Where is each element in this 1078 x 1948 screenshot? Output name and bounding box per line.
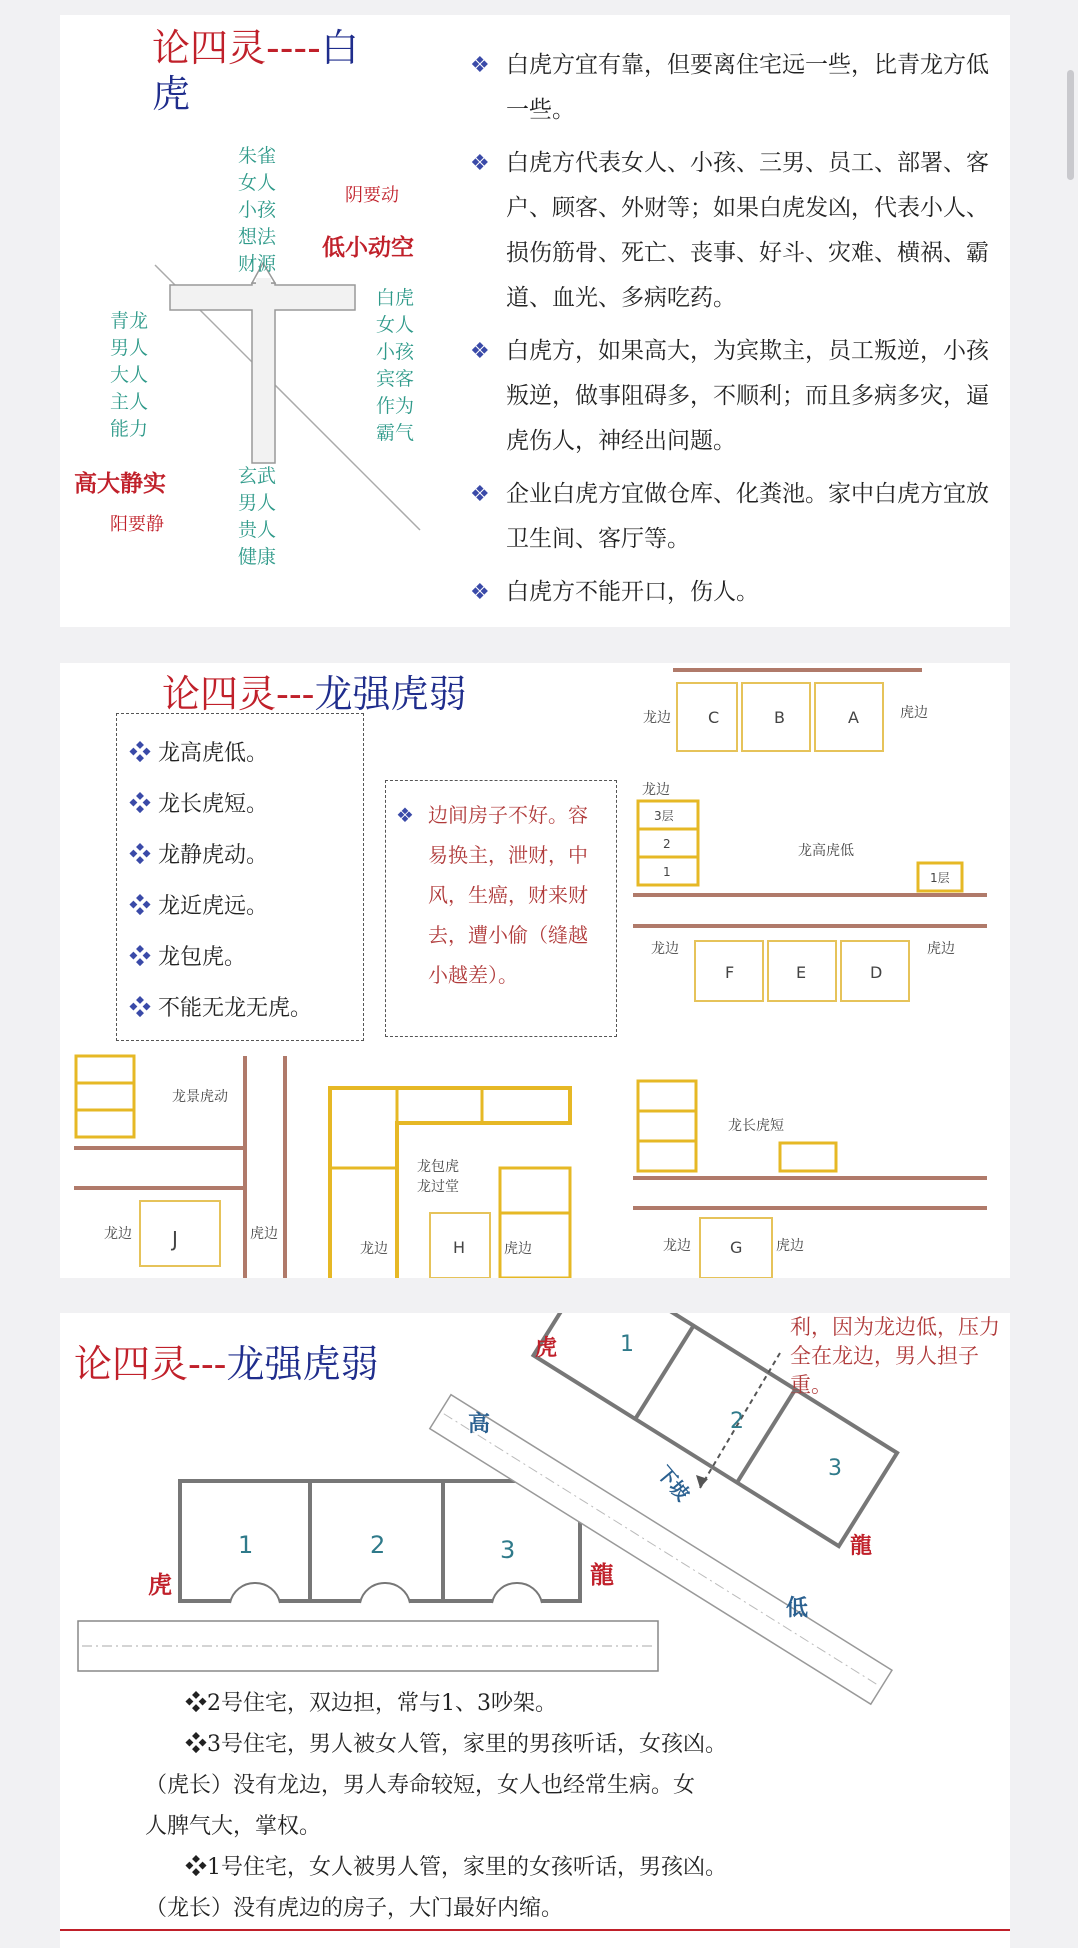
side-note: 利，因为龙边低，压力全在龙边，男人担子重。	[790, 1315, 1000, 1397]
rule-text: 龙包虎。	[158, 945, 247, 970]
low-label: 低小动空	[322, 235, 414, 261]
bullet-text: 企业白虎方宜做仓库、化粪池。家中白虎方宜放卫生间、客厅等。	[506, 481, 989, 552]
diamond-bullet-icon: ❖	[129, 843, 152, 868]
diamond-bullet-icon: ❖	[129, 741, 152, 766]
west-column	[376, 285, 414, 447]
col-item: 青龙	[110, 310, 149, 332]
dragon-label: 龍	[590, 1561, 614, 1589]
bullet-item	[470, 141, 990, 321]
col-item: 能力	[110, 418, 149, 440]
house-label: E	[796, 963, 807, 982]
house-number: 1	[620, 1332, 634, 1357]
high-label: 高大静实	[74, 471, 166, 497]
dragon-side-label: 龙边	[360, 1241, 388, 1257]
explanation-line: 人脾气大，掌权。	[145, 1814, 322, 1839]
house-label: A	[848, 708, 859, 727]
dragon-side-label: 龙边	[642, 782, 670, 798]
diamond-bullet-icon: ❖	[470, 151, 490, 176]
tiger-side-label: 虎边	[776, 1238, 804, 1254]
col-item: 男人	[110, 337, 149, 359]
rule-text: 龙高虎低。	[158, 741, 269, 766]
slide-dragon-strong-1	[60, 663, 1010, 1278]
bullet-item	[470, 43, 990, 133]
slide-dragon-strong-2	[60, 1313, 1010, 1948]
house-label: H	[453, 1238, 466, 1257]
tiger-label: 虎	[148, 1571, 172, 1599]
bullet-text: 白虎方不能开口，伤人。	[506, 579, 759, 605]
tiger-side-label: 虎边	[250, 1226, 278, 1242]
note-text: 边间房子不好。容易换主，泄财，中风，生癌，财来财去，遭小偷（缝越小越差）。	[428, 803, 588, 987]
tiger-side-label: 虎边	[900, 705, 928, 721]
col-item: 玄武	[238, 465, 277, 487]
bullet-item	[470, 329, 990, 464]
col-item: 朱雀	[238, 145, 277, 167]
title-part: 龙强虎弱	[226, 1342, 379, 1386]
title-part: 龙强虎弱	[314, 672, 467, 716]
diagram-caption: 龙高虎低	[798, 843, 854, 859]
rule-text: 不能无龙无虎。	[158, 996, 313, 1021]
title-part: 白	[320, 26, 359, 70]
high-label: 高	[468, 1412, 491, 1437]
low-label: 低	[786, 1596, 809, 1621]
col-item: 财源	[238, 253, 277, 275]
explanation-line: ❖2号住宅，双边担，常与1、3吵架。	[185, 1691, 557, 1716]
dragon-side-label: 龙边	[651, 941, 679, 957]
diamond-bullet-icon: ❖	[470, 482, 490, 507]
diamond-bullet-icon: ❖	[129, 945, 152, 970]
slide-white-tiger	[60, 15, 1010, 627]
floor-label: 1层	[930, 871, 950, 885]
col-item: 主人	[110, 391, 149, 413]
slope-label: 下坡	[652, 1462, 694, 1506]
house-number: 2	[370, 1531, 386, 1559]
title-part: 论四灵----	[152, 26, 321, 70]
house-number: 2	[730, 1409, 744, 1434]
rule-text: 龙近虎远。	[158, 894, 269, 919]
diamond-bullet-icon: ❖	[470, 339, 490, 364]
explanation-line: ❖1号住宅，女人被男人管，家里的女孩听话，男孩凶。	[185, 1855, 727, 1880]
diagram-caption: 龙过堂	[417, 1179, 459, 1195]
dragon-side-label: 龙边	[663, 1238, 691, 1254]
house-layout-diagrams	[60, 663, 1010, 1278]
col-item: 女人	[238, 172, 277, 194]
rule-text: 龙静虎动。	[158, 843, 269, 868]
floor-label: 3层	[654, 809, 674, 823]
east-column	[110, 308, 148, 443]
diagram-caption: 龙景虎动	[172, 1089, 228, 1105]
title-part: 论四灵---	[162, 672, 315, 716]
bullet-list	[470, 43, 990, 615]
explanation-lines	[145, 1683, 905, 1929]
col-item: 女人	[376, 314, 415, 336]
house-label: J	[172, 1227, 178, 1251]
diagram-caption: 龙长虎短	[728, 1118, 784, 1134]
house-label: C	[708, 708, 720, 727]
explanation-line: （龙长）没有虎边的房子，大门最好内缩。	[145, 1896, 564, 1921]
north-column	[238, 143, 276, 278]
explanation-line: ❖3号住宅，男人被女人管，家里的男孩听话，女孩凶。	[185, 1732, 727, 1757]
col-item: 小孩	[238, 199, 277, 221]
col-item: 男人	[238, 492, 277, 514]
tiger-label: 虎	[535, 1336, 558, 1361]
dragon-side-label: 龙边	[643, 710, 671, 726]
col-item: 作为	[376, 395, 415, 417]
col-item: 想法	[238, 226, 277, 248]
cross-shape	[170, 283, 355, 463]
house-label: D	[870, 963, 883, 982]
diamond-bullet-icon: ❖	[470, 580, 490, 605]
title-part: 论四灵---	[74, 1342, 227, 1386]
bullet-item	[470, 570, 990, 615]
floor-label: 2	[663, 837, 671, 851]
bullet-text: 白虎方宜有靠，但要离住宅远一些，比青龙方低一些。	[506, 52, 989, 123]
house-number: 1	[238, 1531, 254, 1559]
house-label: B	[774, 708, 785, 727]
tiger-side-label: 虎边	[504, 1241, 532, 1257]
col-item: 白虎	[376, 287, 415, 309]
col-item: 宾客	[376, 368, 415, 390]
bullet-text: 白虎方，如果高大，为宾欺主，员工叛逆，小孩叛逆，做事阻碍多，不顺利；而且多病多灾，逼虎伤人，神经出问题。	[506, 338, 989, 454]
tiger-side-label: 虎边	[927, 941, 955, 957]
bullet-item	[470, 472, 990, 562]
diamond-bullet-icon: ❖	[129, 996, 152, 1021]
diamond-bullet-icon: ❖	[129, 894, 152, 919]
house-label: G	[730, 1238, 743, 1257]
scrollbar[interactable]	[1067, 70, 1074, 180]
dragon-label: 龍	[850, 1534, 873, 1559]
col-item: 健康	[238, 546, 277, 568]
rule-text: 龙长虎短。	[158, 792, 269, 817]
yang-label: 阳要静	[110, 514, 164, 535]
col-item: 小孩	[376, 341, 415, 363]
house-number: 3	[500, 1536, 516, 1564]
col-item: 贵人	[238, 519, 277, 541]
explanation-line: （虎长）没有龙边，男人寿命较短，女人也经常生病。女	[145, 1773, 696, 1798]
title-part: 虎	[152, 72, 191, 116]
south-column	[238, 463, 276, 571]
diagram-caption: 龙包虎	[417, 1159, 459, 1175]
yin-label: 阴要动	[345, 185, 399, 206]
house-label: F	[725, 963, 735, 982]
diamond-bullet-icon: ❖	[396, 803, 414, 827]
col-item: 霸气	[376, 422, 415, 444]
house-number: 3	[828, 1456, 842, 1481]
footer-rule	[60, 1929, 1010, 1931]
dragon-side-label: 龙边	[104, 1226, 132, 1242]
bullet-text: 白虎方代表女人、小孩、三男、员工、部署、客户、顾客、外财等；如果白虎发凶，代表小人、损伤筋骨、死亡、丧事、好斗、灾难、横祸、霸道、血光、多病吃药。	[506, 150, 989, 311]
floor-label: 1	[663, 865, 671, 879]
diamond-bullet-icon: ❖	[129, 792, 152, 817]
col-item: 大人	[110, 364, 149, 386]
diamond-bullet-icon: ❖	[470, 53, 490, 78]
